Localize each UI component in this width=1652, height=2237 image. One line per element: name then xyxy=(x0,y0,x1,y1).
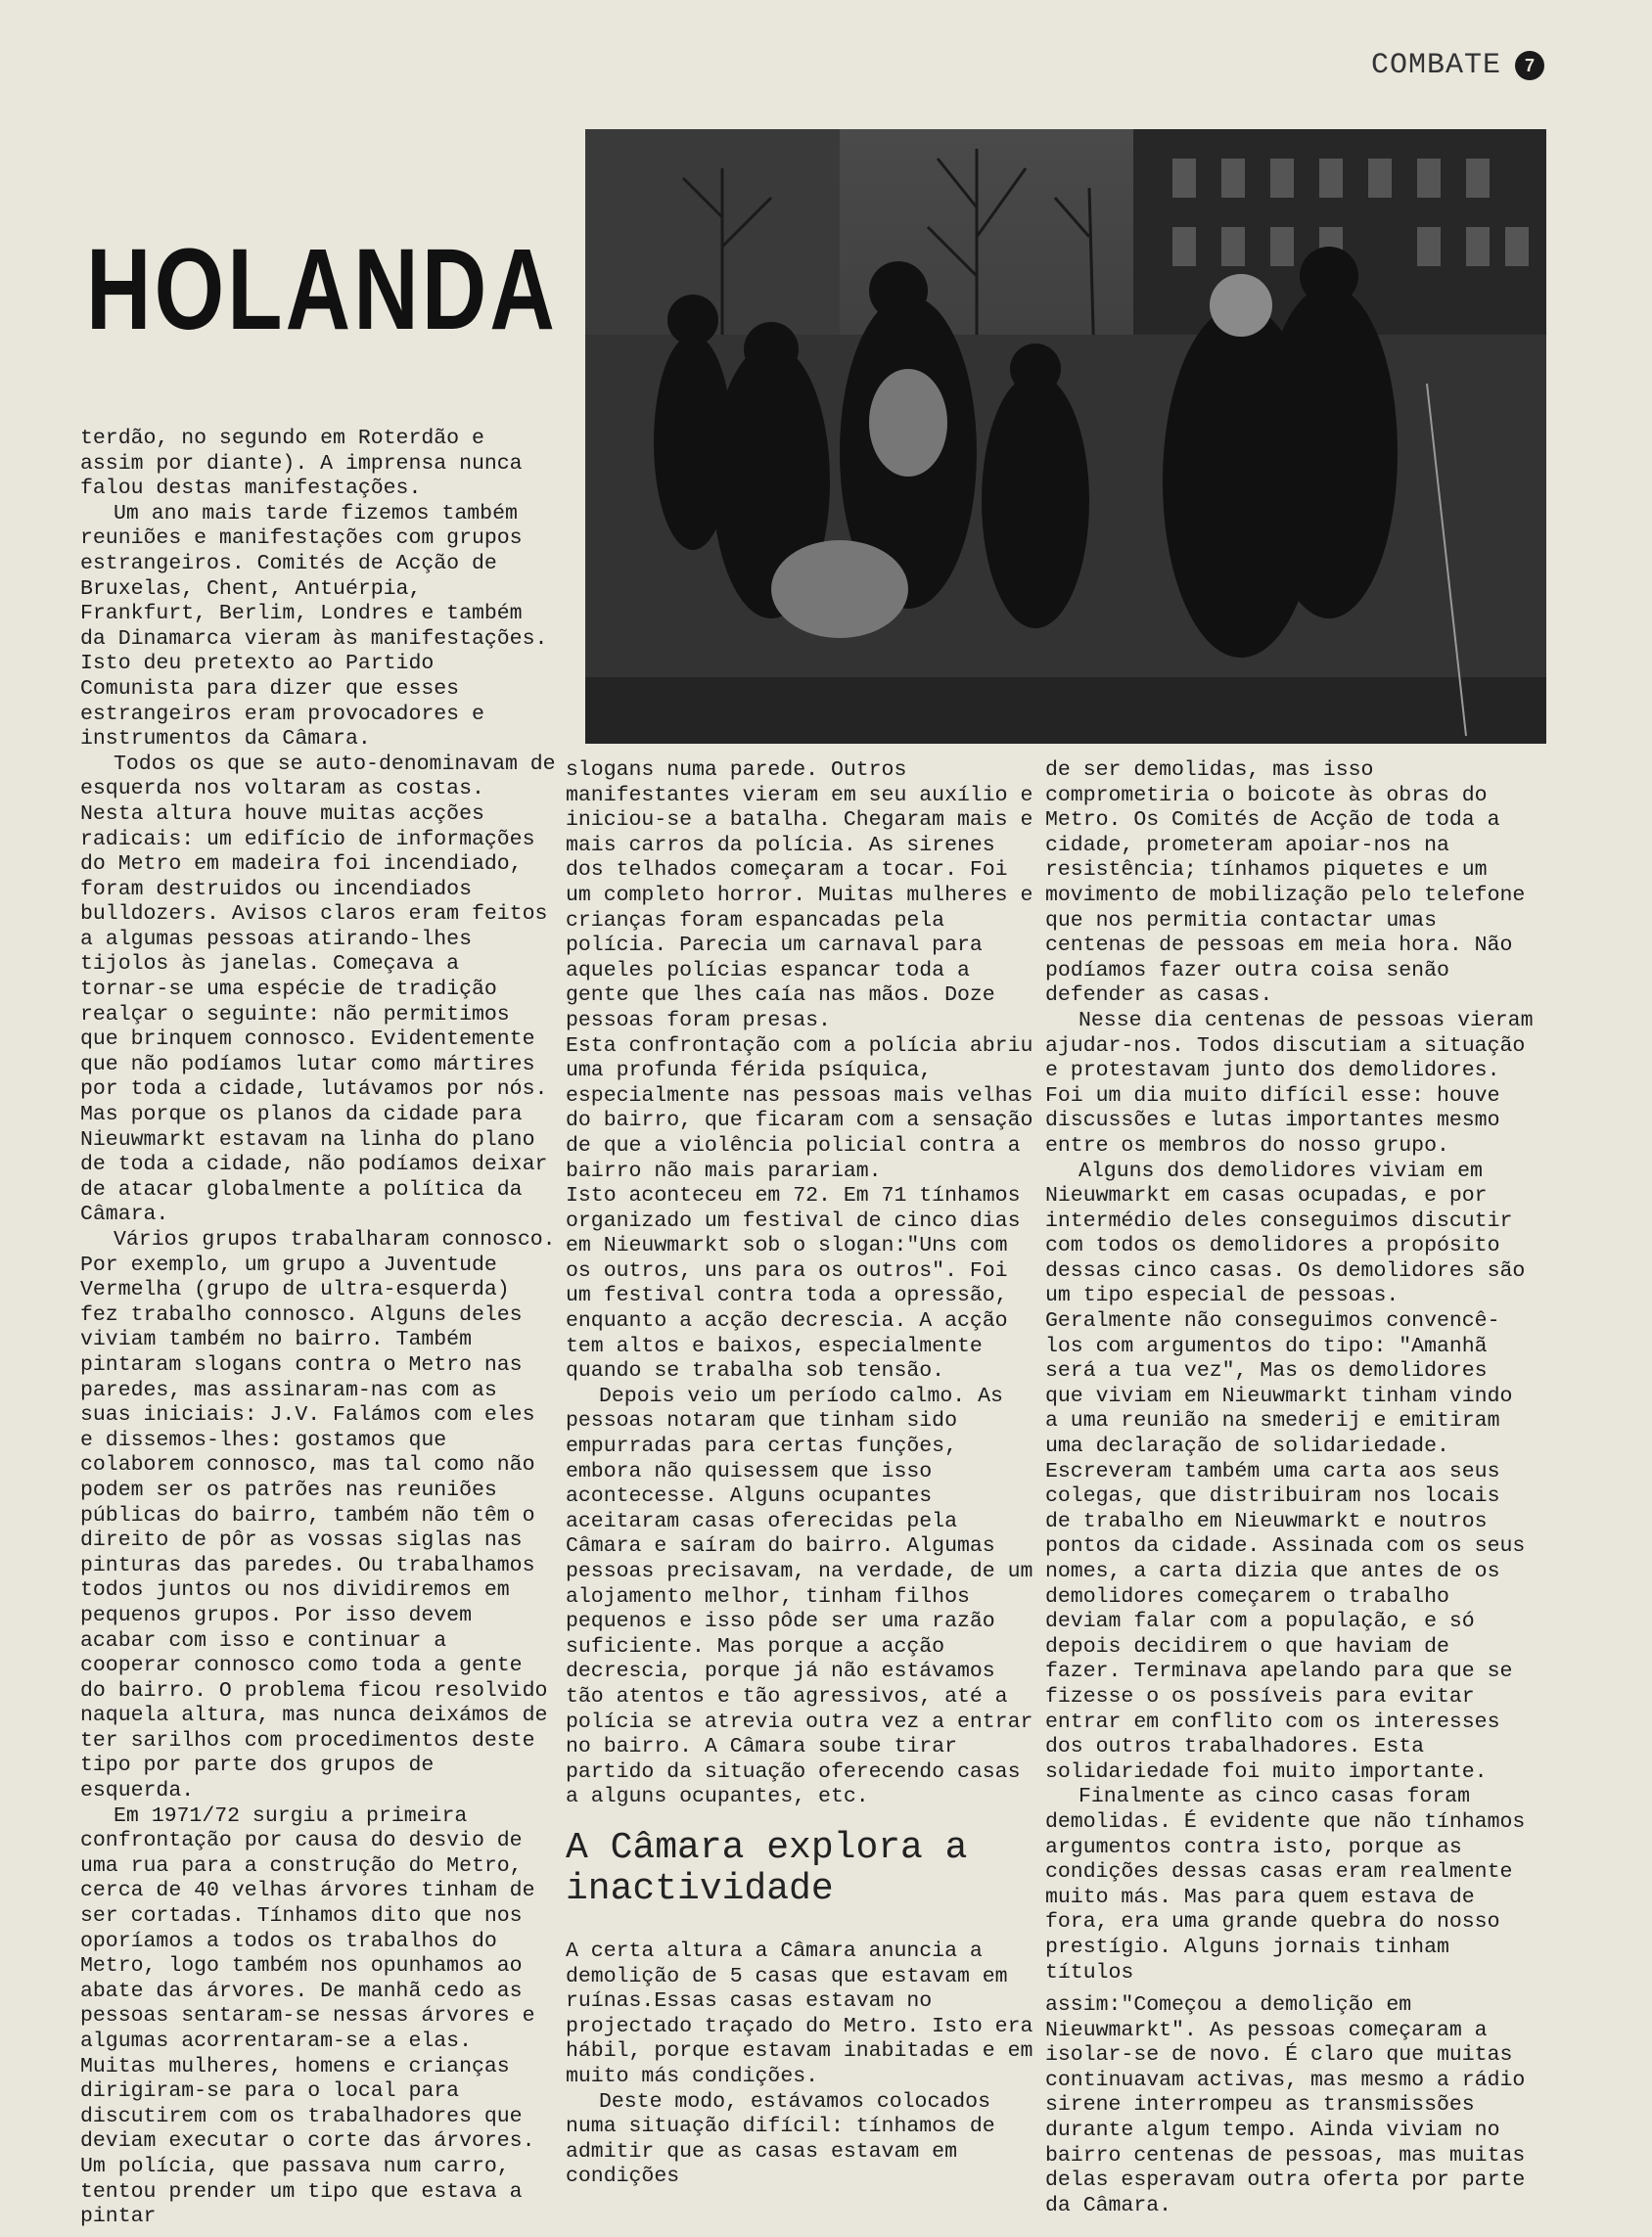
street-clash-photo xyxy=(585,129,1546,744)
paragraph: Deste modo, estávamos colocados numa situação difícil: tínhamos de admitir que as casas estavam em condições xyxy=(566,2089,995,2189)
paragraph: Esta confrontação com a polícia abriu uma profunda férida psíquica, especialmente nas pessoas mais velhas do bairro, que ficaram com a sensação de que a violência policial contra a bairro não mais parariam. xyxy=(566,1033,1033,1183)
paragraph: Todos os que se auto-denominavam de esquerda nos voltaram as costas. Nesta altura houve muitas acções radicais: um edifício de informações do Metro em madeira foi incendiado, foram destruidos ou incendiados bulldozers. Avisos claros eram feitos a algumas pessoas atirando-lhes tijolos às janelas. Começava a tornar-se uma espécie de tradição realçar o seguinte: não permitimos que brinquem connosco. Evidentemente que não podíamos lutar como mártires por toda a cidade, lutávamos por nós. Mas porque os planos da cidade para Nieuwmarkt estavam na linha do plano de toda a cidade, não podíamos deixar de atacar globalmente a política da Câmara. xyxy=(80,752,556,1227)
page-number-badge: 7 xyxy=(1515,51,1544,80)
paragraph: terdão, no segundo em Roterdão e assim por diante). A imprensa nunca falou destas manifestações. xyxy=(80,427,523,501)
paragraph: slogans numa parede. Outros manifestantes vieram em seu auxílio e iniciou-se a batalha. Chegaram mais e mais carros da polícia. As sirenes dos telhados começaram a tocar. Foi um completo horror. Muitas mulheres e crianças foram espancadas pela polícia. Parecia um carnaval para aqueles polícias espancar toda a gente que lhes caía nas mãos. Doze pessoas foram presas. xyxy=(566,758,1033,1032)
paragraph: Nesse dia centenas de pessoas vieram ajudar-nos. Todos discutiam a situação e protestavam junto dos demolidores. Foi um dia muito difícil esse: houve discussões e lutas importantes mesmo entre os membros do nosso grupo. xyxy=(1045,1008,1534,1158)
section-subheading: A Câmara explora a inactividade xyxy=(566,1826,968,1910)
paragraph: Depois veio um período calmo. As pessoas notaram que tinham sido empurradas para certas funções, embora não quisessem que isso acontecesse. Alguns ocupantes aceitaram casas oferecidas pela Câmara e saíram do bairro. Algumas pessoas precisavam, na verdade, de um alojamento melhor, tinham filhos pequenos e isso pôde ser uma razão suficiente. Mas porque a acção decrescia, porque já não estávamos tão atentos e tão agressivos, até a polícia se atrevia outra vez a entrar no bairro. A Câmara soube tirar partido da situação oferecendo casas a alguns ocupantes, etc. xyxy=(566,1384,1033,1809)
paragraph: A certa altura a Câmara anuncia a demolição de 5 casas que estavam em ruínas.Essas casas estavam no projectado traçado do Metro. Isto era hábil, porque estavam inabitadas e em muito más condições. xyxy=(566,1939,1033,2088)
paragraph: Alguns dos demolidores viviam em Nieuwmarkt em casas ocupadas, e por intermédio deles conseguimos discutir com todos os demolidores a propósito dessas cinco casas. Os demolidores são um tipo especial de pessoas. Geralmente não conseguimos convencê-los com argumentos do tipo: "Amanhã será a tua vez", Mas os demolidores que viviam em Nieuwmarkt tinham vindo a uma reunião na smederij e emitiram uma declaração de solidariedade. Escreveram também uma carta aos seus colegas, que distribuiram nos locais de trabalho em Nieuwmarkt e noutros pontos da cidade. Assinada com os seus nomes, a carta dizia que antes de os demolidores começarem o trabalho deviam falar com a população, e só depois decidirem o que haviam de fazer. Terminava apelando para que se fizesse o os possíveis para evitar entrar em conflito com os interesses dos outros trabalhadores. Esta solidariedade foi muito importante. xyxy=(1045,1159,1526,1784)
paragraph: assim:"Começou a demolição em Nieuwmarkt". As pessoas começaram a isolar-se de novo. É claro que muitas continuavam activas, mas mesmo a rádio sirene interrompeu as transmissões durante algum tempo. Ainda viviam no bairro centenas de pessoas, mas muitas delas esperavam outra oferta por parte da Câmara. xyxy=(1045,1993,1526,2217)
article-column-1 xyxy=(80,427,560,2230)
photo-illustration-icon xyxy=(585,129,1546,744)
article-headline: HOLANDA xyxy=(86,225,559,355)
paragraph: Isto aconteceu em 72. Em 71 tínhamos organizado um festival de cinco dias em Nieuwmarkt sob o slogan:"Uns com os outros, uns para os outros". Foi um festival contra toda a opressão, enquanto a acção decrescia. A acção tem altos e baixos, especialmente quando se trabalha sob tensão. xyxy=(566,1184,1021,1384)
paragraph: Vários grupos trabalharam connosco. Por exemplo, um grupo a Juventude Vermelha (grupo de ultra-esquerda) fez trabalho connosco. Alguns deles viviam também no bairro. Também pintaram slogans contra o Metro nas paredes, mas assinaram-nas com as suas iniciais: J.V. Falámos com eles e dissemos-lhes: gostamos que colaborem connosco, mas tal como não podem ser os patrões nas reuniões públicas do bairro, também não têm o direito de pôr as vossas siglas nas pinturas das paredes. Ou trabalhamos todos juntos ou nos dividiremos em pequenos grupos. Por isso devem acabar com isso e continuar a cooperar connosco como toda a gente do bairro. O problema ficou resolvido naquela altura, mas nunca deixámos de ter sarilhos com procedimentos deste tipo por parte dos grupos de esquerda. xyxy=(80,1228,556,1803)
paragraph: de ser demolidas, mas isso comprometiria o boicote às obras do Metro. Os Comités de Acção de toda a cidade, prometeram apoiar-nos na resistência; tínhamos piquetes e um movimento de mobilização pelo telefone que nos permitia contactar umas centenas de pessoas em meia hora. Não podíamos fazer outra coisa senão defender as casas. xyxy=(1045,758,1526,1008)
paragraph: Um ano mais tarde fizemos também reuniões e manifestações com grupos estrangeiros. Comités de Acção de Bruxelas, Chent, Antuérpia, Frankfurt, Berlim, Londres e também da Dinamarca vieram às manifestações. Isto deu pretexto ao Partido Comunista para dizer que esses estrangeiros eram provocadores e instrumentos da Câmara. xyxy=(80,501,548,752)
paragraph: Em 1971/72 surgiu a primeira confrontação por causa do desvio de uma rua para a construção do Metro, cerca de 40 velhas árvores tinham de ser cortadas. Tínhamos dito que nos oporíamos a todos os trabalhos do Metro, logo também nos opunhamos ao abate das árvores. De manhã cedo as pessoas sentaram-se nessas árvores e algumas acorrentaram-se a elas. Muitas mulheres, homens e crianças dirigiram-se para o local para discutirem com os trabalhadores que deviam executar o corte das árvores. Um polícia, que passava num carro, tentou prender um tipo que estava a pintar xyxy=(80,1803,535,2229)
article-column-3 xyxy=(1045,758,1535,2218)
page-header xyxy=(1371,49,1544,82)
article-column-2 xyxy=(566,758,1035,2190)
paragraph: Finalmente as cinco casas foram demolidas. É evidente que não tínhamos argumentos contra isto, porque as condições dessas casas eram realmente muito más. Mas para quem estava de fora, era uma grande quebra do nosso prestígio. Alguns jornais tinham títulos xyxy=(1045,1785,1526,1985)
publication-name: COMBATE xyxy=(1370,49,1501,82)
